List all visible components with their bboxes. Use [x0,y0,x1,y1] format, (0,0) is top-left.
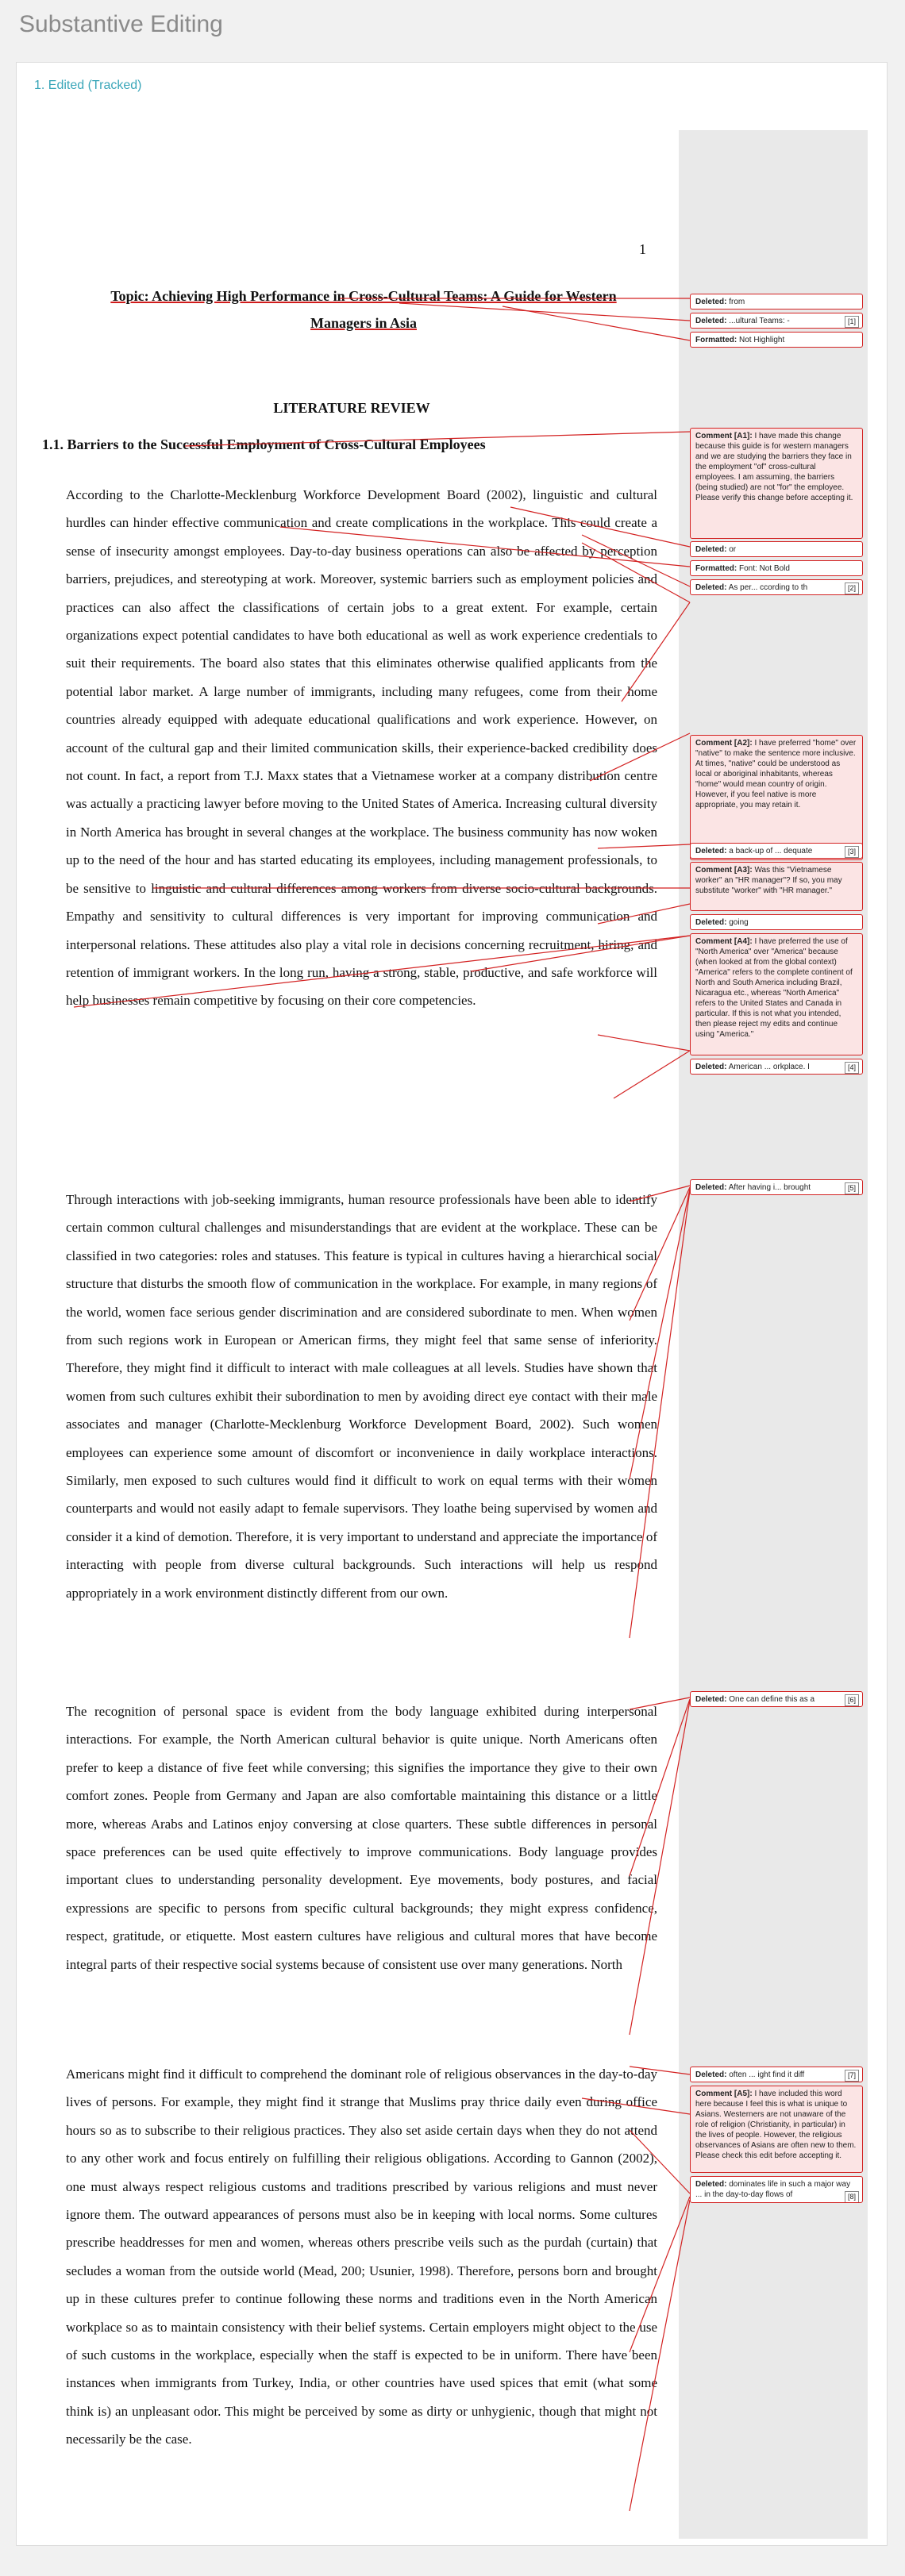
balloon-label: Deleted: [695,847,727,855]
balloon-label: Deleted: [695,583,727,592]
paragraph: Americans might find it difficult to comprehend the dominant role of religious observances in the day-to-day lives of persons. For example, they might find it strange that Muslims pray thrice daily even during office hours so as to subscribe to their religious practices. They also set aside certain days when they do not attend to any other work and focus entirely on fulfilling their religious obligations. According to Gannon (2002), one must always respect religious customs and traditions prescribed by various religions and must never ignore them. The outward appearances of persons must also be in keeping with local norms. Some cultures prescribe headdresses for men and women, whereas others prescribe veils such as the purdah (curtain) that secludes a woman from the outside world (Mead, 200; Usunier, 1998). Therefore, persons born and brought up in these cultures prefer to continue following these norms and traditions even in the North American workplace so as to maintain consistency with their belief systems. Certain employers might object to the use of such customs in the workplace, especially when the staff is expected to be in uniform. There have been instances when immigrants from Turkey, India, or other countries have used spices that emit (what some think is) an unpleasant odor. This might be perceived by some as dirty or unhygienic, though that might not necessarily be the case. [66,2067,657,2447]
comment-balloon[interactable] [690,933,863,1055]
page-title: Substantive Editing [19,11,223,37]
balloon-text: or [729,545,737,554]
edited-tracked-link[interactable]: 1. Edited (Tracked) [34,79,142,92]
balloon-label: Comment [A2]: [695,739,753,748]
paragraph: According to the Charlotte-Mecklenburg Workforce Development Board (2002), linguistic and cultural hurdles can hinder effective communication and create complications in the workplace. This could create a sense of insecurity amongst employees. Day-to-day business operations can also be affected by perception barriers, prejudices, and stereotyping at work. Moreover, systemic barriers such as employment policies and practices can also affect the classifications of certain jobs to a great extent. For example, certain organizations expect potential candidates to have both educational as well as work experience credentials to suit their requirements. The board also states that this eliminates otherwise qualified applicants from the potential labor market. A large number of immigrants, including many refugees, come from their home countries already equipped with adequate educational qualifications and work experience. However, on account of the cultural gap and their limited communication skills, their experience-backed credibility does not count. In fact, a report from T.J. Maxx states that a Vietnamese worker at a company distribution centre was actually a practicing lawyer before moving to the United States of America. Increasing cultural diversity in North America has brought in several changes at the workplace. The business community has now woken up to the need of the hour and has started educating its employees, including management professionals, to be sensitive to linguistic and cultural differences among workers from diverse socio-cultural backgrounds. Empathy and sensitivity to cultural differences is very important for improving communication and interpersonal relations. These attitudes also play a vital role in decisions concerning recruitment, hiring, and retention of immigrant workers. In the long run, having a strong, stable, productive, and safe workforce will help businesses remain competitive by focusing on their core competencies. [66,487,657,1009]
balloon-text: Was this "Vietnamese worker" an "HR manager"? If so, you may substitute "worker" with "HR manager." [695,866,842,895]
balloon-number: [8] [845,2191,859,2203]
balloon-text: going [729,918,749,927]
balloon-text: often ... ight find it diff [729,2070,805,2079]
balloon-number: [2] [845,582,859,594]
balloon-label: Deleted: [695,545,727,554]
document-title: Topic: Achieving High Performance in Cross-Cultural Teams: A Guide for Western Managers in Asia [110,288,617,331]
balloon-number: [7] [845,2070,859,2082]
balloon-label: Deleted: [695,298,727,306]
revision-balloon[interactable] [690,2176,863,2203]
revision-balloon[interactable] [690,2067,863,2082]
balloon-number: [6] [845,1694,859,1706]
balloon-label: Comment [A5]: [695,2090,753,2098]
page-number: 1 [639,241,646,257]
balloon-label: Deleted: [695,2180,727,2189]
balloon-number: [3] [845,846,859,858]
paragraph: Through interactions with job-seeking immigrants, human resource professionals have been able to identify certain common cultural challenges and misunderstandings that are evident at the workplace. These can be classified in two categories: roles and statuses. This feature is typical in cultures having a hierarchical social structure that disturbs the smooth flow of communication in the workplace. For example, in many regions of the world, women face serious gender discrimination and are considered subordinate to men. When women from such regions work in European or American firms, they might feel that same sense of inferiority. Therefore, they might find it difficult to interact with male colleagues at all levels. Studies have shown that women from such cultures exhibit their subordination to men by avoiding direct eye contact with their male associates and manager (Charlotte-Mecklenburg Workforce Development Board, 2002). Such women employees can experience some amount of discomfort or inconvenience in daily workplace interactions. Similarly, men exposed to such cultures would find it difficult to work on equal terms with their women counterparts and would not easily adapt to female supervisors. They loathe being supervised by women and consider it a kind of demotion. Therefore, it is very important to understand and appreciate the importance of interacting with people from diverse cultural backgrounds. Such interactions will help us respond appropriately in a work environment distinctly different from our own. [66,1192,657,1601]
balloon-text: Not Highlight [739,336,785,344]
revision-balloon[interactable] [690,332,863,348]
balloon-label: Deleted: [695,1063,727,1071]
balloon-text: I have preferred "home" over "native" to make the sentence more inclusive. At times, "native" could be understood as local or aboriginal inhabitants, whereas "home" would mean country of origin. However, if you feel native is more appropriate, you may retain it. [695,739,857,809]
revision-balloon[interactable] [690,1179,863,1195]
balloon-text: American ... orkplace. I [728,1063,810,1071]
revision-balloon[interactable] [690,541,863,557]
balloon-text: I have made this change because this guide is for western managers and we are studying the barriers they face in the employment "of" cross-cultural employees. I am assuming, the barriers (being studied) are not "for" the employee. Please verify this change before accepting it. [695,432,853,502]
document-sheet [26,130,868,2539]
balloon-label: Comment [A1]: [695,432,753,440]
revision-balloon[interactable] [690,313,863,329]
balloon-text: I have preferred the use of "North America" over "America" because (when looked at from the global context) "America" refers to the complete continent of North and South America including Brazil, Nicaragua etc., whereas "North America" refers to the United States and Canada in particular. If this is not what you intended, then please reject my edits and continue using "America." [695,937,853,1039]
balloon-number: [1] [845,316,859,328]
balloon-text: After having i... brought [728,1183,811,1192]
revision-balloon[interactable] [690,579,863,595]
revision-balloon[interactable] [690,560,863,576]
balloon-text: As per... ccording to th [728,583,808,592]
balloon-label: Deleted: [695,1183,727,1192]
comment-balloon[interactable] [690,2086,863,2173]
revision-balloon[interactable] [690,1059,863,1075]
paragraph: The recognition of personal space is evident from the body language exhibited during interpersonal interactions. For example, the North American cultural behavior is quite unique. North Americans often prefer to keep a distance of five feet while conversing; this signifies the importance they give to their own comfort zones. People from Germany and Japan are also comfortable maintaining this distance or a little more, whereas Arabs and Latinos enjoy conversing at close quarters. These subtle differences in personal space preferences can be used quite effectively to improve communications. Body language provides important clues to understanding personality development. Eye movements, body postures, and facial expressions are specific to persons from specific cultural backgrounds; they might express confidence, respect, gratitude, or etiquette. Most eastern cultures have religious and cultural mores that have become integral parts of their respective social systems because of consistent use over many generations. North [66,1704,657,1972]
section-subheading: 1.1. Barriers to the Successful Employment of Cross-Cultural Employees [42,436,486,452]
document-card [16,62,888,2546]
revision-balloon[interactable] [690,1691,863,1707]
balloon-text: Font: Not Bold [739,564,790,573]
balloon-label: Deleted: [695,2070,727,2079]
balloon-text: ...ultural Teams: - [729,317,790,325]
revision-balloon[interactable] [690,914,863,930]
balloon-text: a back-up of ... dequate [729,847,813,855]
balloon-text: One can define this as a [729,1695,815,1704]
revision-balloon[interactable] [690,843,863,859]
balloon-label: Deleted: [695,1695,727,1704]
balloon-label: Deleted: [695,918,727,927]
balloon-label: Comment [A3]: [695,866,753,875]
comment-balloon[interactable] [690,862,863,911]
balloon-text: I have included this word here because I feel this is what is unique to Asians. Westerners are not unaware of the role of religion (Christianity, in particular) in the lives of people. However, the religious observances of Asians are often new to them. Please check this edit before accepting it. [695,2090,857,2160]
balloon-label: Formatted: [695,564,737,573]
balloon-label: Comment [A4]: [695,937,753,946]
balloon-label: Deleted: [695,317,727,325]
comment-balloon[interactable] [690,735,863,860]
balloon-text: dominates life in such a major way ... in the day-to-day flows of [695,2180,851,2199]
balloon-number: [4] [845,1062,859,1074]
balloon-number: [5] [845,1182,859,1194]
balloon-text: from [729,298,745,306]
section-heading: LITERATURE REVIEW [273,400,430,416]
revision-balloon[interactable] [690,294,863,310]
balloon-label: Formatted: [695,336,737,344]
comment-balloon[interactable] [690,428,863,539]
